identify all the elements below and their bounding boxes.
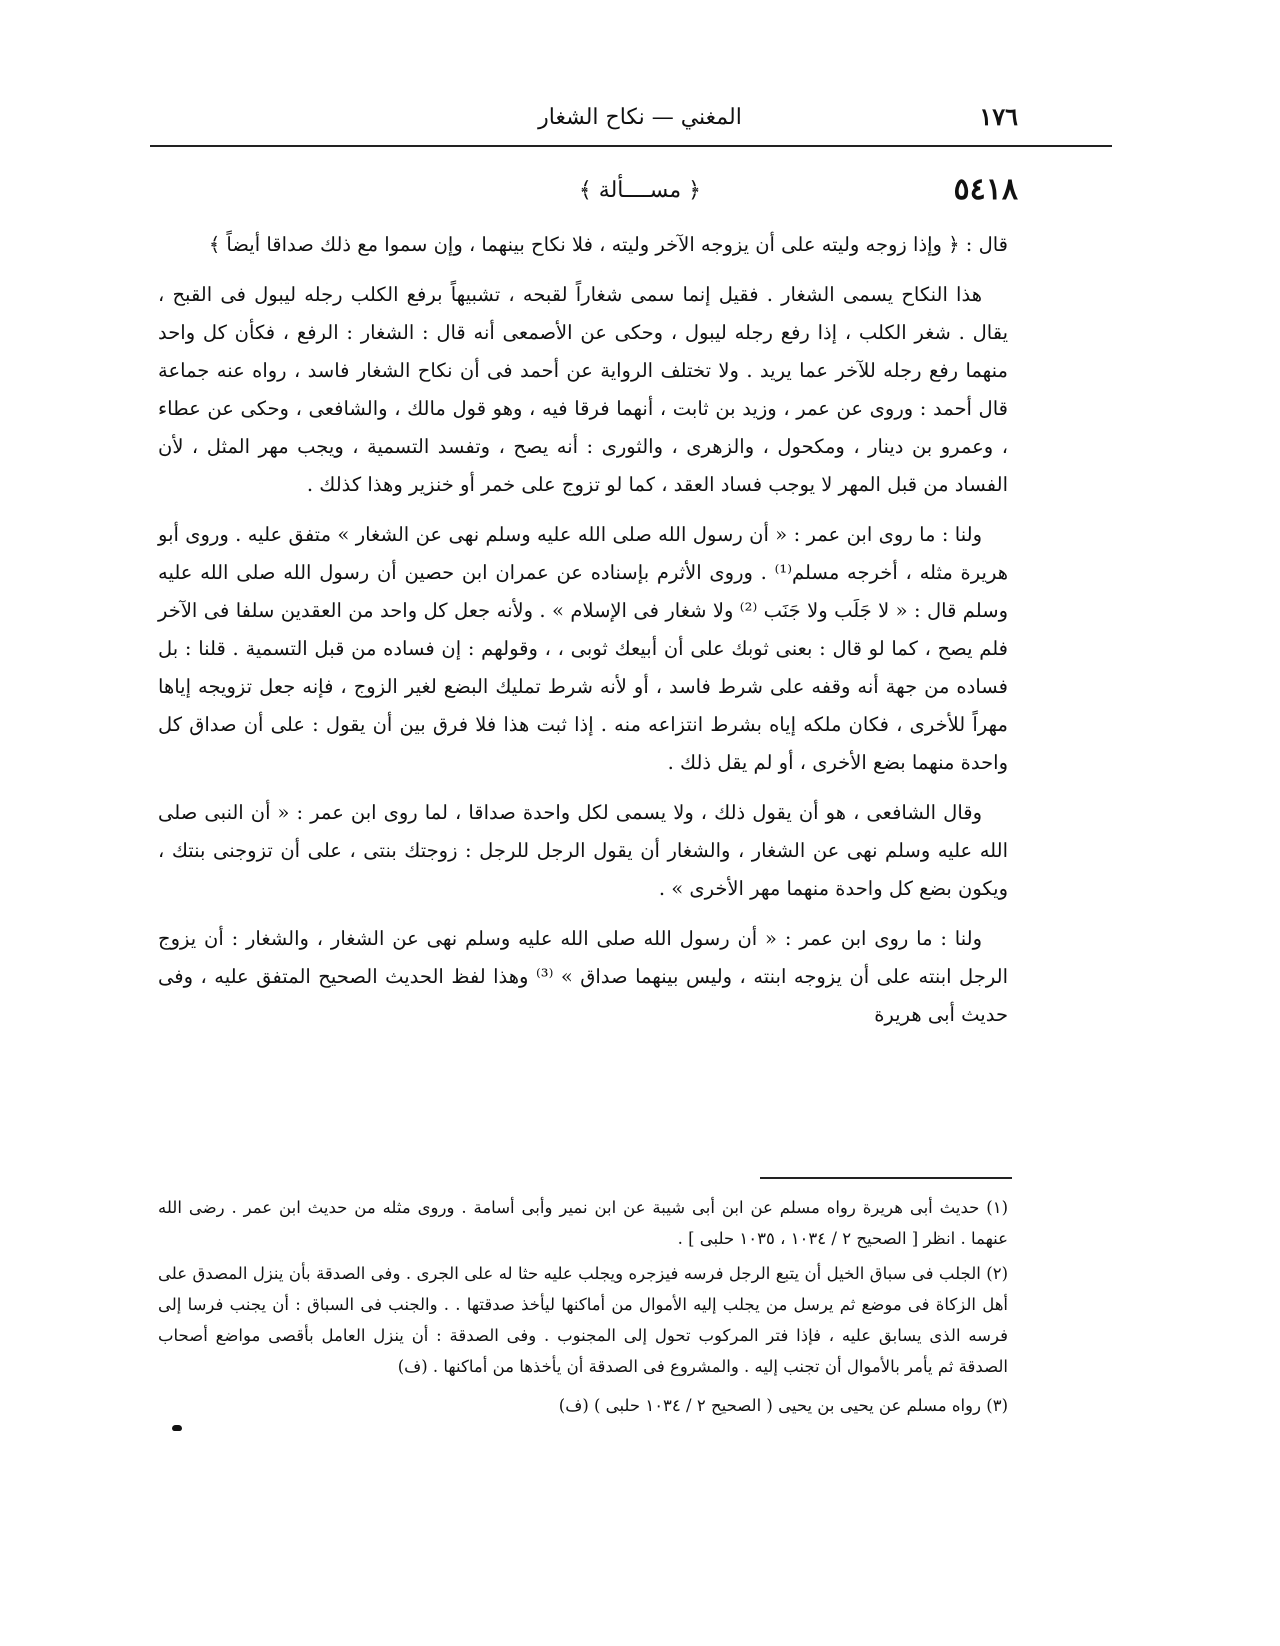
- issue-title: ﴿ مســــألة ﴾: [578, 178, 702, 203]
- paragraph-statement: قال : ﴿ وإذا زوجه وليته على أن يزوجه الآخر وليته ، فلا نكاح بينهما ، وإن سموا مع ذلك صداقا أيضاً ﴾: [208, 233, 1008, 256]
- paragraph: هذا النكاح يسمى الشغار . فقيل إنما سمى شغاراً لقبحه ، تشبيهاً برفع الكلب رجله ليبول فى القبح ، يقال . شغر الكلب ، إذا رفع رجله ليبول ، وحكى عن الأصمعى أنه قال : الشغار : الرفع ، فكأن كل واحد منهما رفع رجله للآخر عما يريد . ولا تختلف الرواية عن أحمد فى أن نكاح الشغار فاسد ، رواه عنه جماعة قال أحمد : وروى عن عمر ، وزيد بن ثابت ، أنهما فرقا فيه ، وهو قول مالك ، والشافعى ، وحكى عن عطاء ، وعمرو بن دينار ، ومكحول ، والزهرى ، والثورى : أنه يصح ، وتفسد التسمية ، ويجب مهر المثل ، لأن الفساد من قبل المهر لا يوجب فساد العقد ، كما لو تزوج على خمر أو خنزير وهذا كذلك .: [158, 283, 1008, 496]
- issue-number: ٥٤١٨: [953, 172, 1018, 207]
- footnote-1: (١) حديث أبى هريرة رواه مسلم عن ابن أبى شيبة عن ابن نمير وأبى أسامة . وروى مثله من حديث ابن عمر . رضى الله عنهما . انظر [ الصحيح ٢ / ١٠٣٤ ، ١٠٣٥ حلبى ] .: [158, 1198, 1008, 1248]
- main-text: [158, 226, 1008, 1034]
- running-title: المغني — نكاح الشغار: [538, 105, 742, 130]
- footnotes: [158, 1192, 1008, 1425]
- header-divider: [150, 145, 1112, 147]
- footnote-3: (٣) رواه مسلم عن يحيى بن يحيى ( الصحيح ٢ / ١٠٣٤ حلبى ) (ف): [558, 1396, 1008, 1415]
- page-number: ١٧٦: [979, 102, 1018, 131]
- paragraph: وقال الشافعى ، هو أن يقول ذلك ، ولا يسمى لكل واحدة صداقا ، لما روى ابن عمر : « أن النبى صلى الله عليه وسلم نهى عن الشغار ، والشغار أن يقول الرجل للرجل : زوجتك بنتى ، على أن تزوجنى بنتك ، ويكون بضع كل واحدة منهما مهر الأخرى » .: [158, 801, 1009, 900]
- footnote-divider: [760, 1177, 1012, 1179]
- ink-mark: [172, 1425, 182, 1431]
- footnote-2: (٢) الجلب فى سباق الخيل أن يتبع الرجل فرسه فيزجره ويجلب عليه حثا له على الجرى . وفى الصدقة بأن ينزل المصدق على أهل الزكاة فى موضع ثم يرسل من يجلب إليه الأموال من أماكنها ليأخذ صدقتها . . والجنب فى السباق : أن يجنب فرسا إلى فرسه الذى يسابق عليه ، فإذا فتر المركوب تحول إلى المجنوب . وفى الصدقة : أن ينزل العامل بأقصى مواضع أصحاب الصدقة ثم يأمر بالأموال أن تجنب إليه . والمشروع فى الصدقة أن يأخذها من أماكنها . (ف): [158, 1264, 1008, 1376]
- paragraph: ولنا : ما روى ابن عمر : « أن رسول الله صلى الله عليه وسلم نهى عن الشغار ، والشغار : أن يزوج الرجل ابنته على أن يزوجه ابنته ، وليس بينهما صداق » ⁽³⁾ وهذا لفظ الحديث الصحيح المتفق عليه ، وفى حديث أبى هريرة: [158, 927, 1008, 1026]
- paragraph: ولنا : ما روى ابن عمر : « أن رسول الله صلى الله عليه وسلم نهى عن الشغار » متفق عليه . وروى أبو هريرة مثله ، أخرجه مسلم⁽¹⁾ . وروى الأثرم بإسناده عن عمران ابن حصين أن رسول الله صلى الله عليه وسلم قال : « لا جَلَب ولا جَنَب ⁽²⁾ ولا شغار فى الإسلام » . ولأنه جعل كل واحد من العقدين سلفا فى الآخر فلم يصح ، كما لو قال : بعنى ثوبك على أن أبيعك ثوبى ، ، وقولهم : إن فساده من قبل التسمية . قلنا : بل فساده من جهة أنه وقفه على شرط فاسد ، أو لأنه شرط تمليك البضع لغير الزوج ، فإنه جعل تزويجه إياها مهراً للأخرى ، فكان ملكه إياه بشرط انتزاعه منه . إذا ثبت هذا فلا فرق بين أن يقول : على أن صداق كل واحدة منهما بضع الأخرى ، أو لم يقل ذلك .: [158, 523, 1009, 774]
